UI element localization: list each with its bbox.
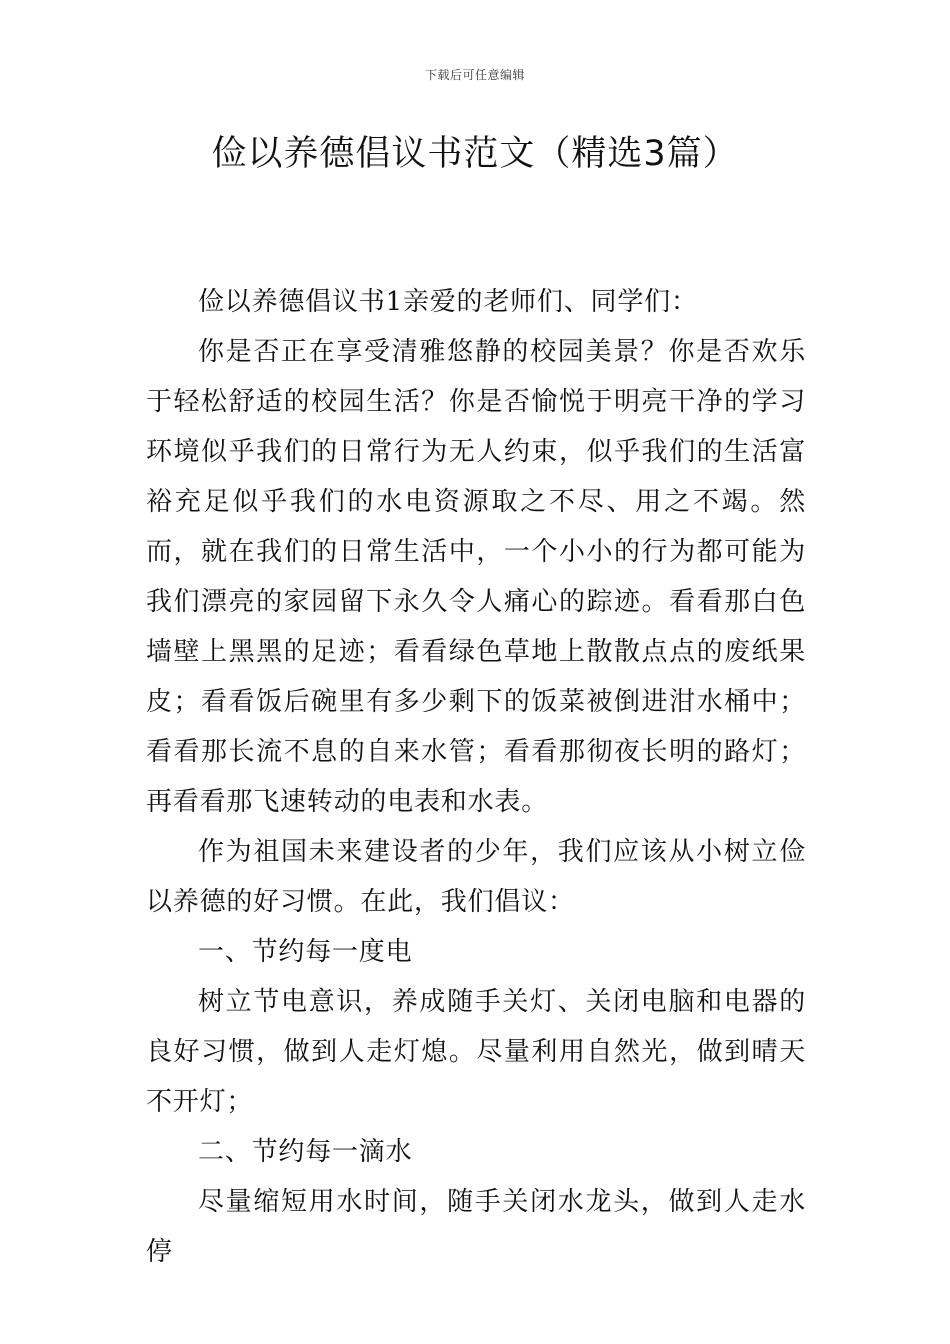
paragraph-proposal: 作为祖国未来建设者的少年，我们应该从小树立俭以养德的好习惯。在此，我们倡议： — [146, 837, 806, 917]
section-heading-electricity: 一、节约每一度电 — [198, 937, 413, 967]
header-note: 下载后可任意编辑 — [424, 68, 525, 82]
document-body — [146, 277, 806, 1277]
paragraph-intro: 你是否正在享受清雅悠静的校园美景？你是否欢乐于轻松舒适的校园生活？你是否愉悦于明亮干净的学习环境似乎我们的日常行为无人约束，似乎我们的生活富裕充足似乎我们的水电资源取之不尽、用之不竭。然而，就在我们的日常生活中，一个小小的行为都可能为我们漂亮的家园留下永久令人痛心的踪迹。看看那白色墙壁上黑黑的足迹；看看绿色草地上散散点点的废纸果皮；看看饭后碗里有多少剩下的饭菜被倒进泔水桶中；看看那长流不息的自来水管；看看那彻夜长明的路灯；再看看那飞速转动的电表和水表。 — [146, 337, 806, 817]
document-title: 俭以养德倡议书范文（精选3篇） — [211, 134, 739, 174]
paragraph-electricity: 树立节电意识，养成随手关灯、关闭电脑和电器的良好习惯，做到人走灯熄。尽量利用自然光，做到晴天不开灯； — [146, 987, 806, 1117]
paragraph-water: 尽量缩短用水时间，随手关闭水龙头，做到人走水停 — [146, 1187, 806, 1267]
section-heading-water: 二、节约每一滴水 — [198, 1137, 413, 1167]
paragraph-greeting: 俭以养德倡议书1亲爱的老师们、同学们： — [198, 287, 698, 317]
